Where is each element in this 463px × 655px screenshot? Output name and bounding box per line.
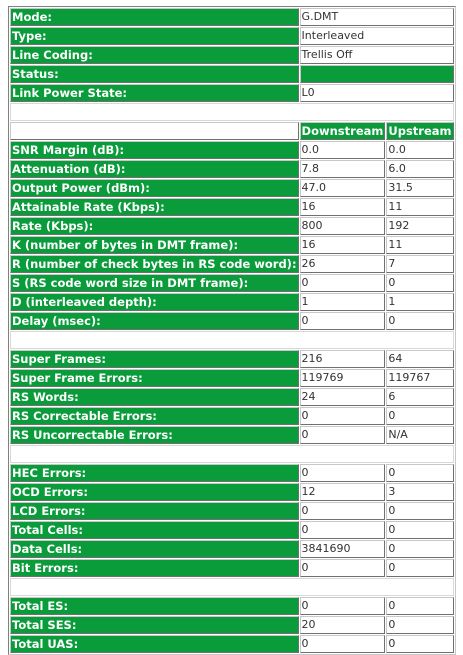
info-row-status [10,65,454,83]
spacer-row [10,578,454,596]
stat-upstream-value: 3 [386,483,453,501]
stat-row [10,255,454,273]
stat-downstream-value: 0 [300,597,386,615]
stat-row [10,407,454,425]
spacer-cell [10,578,454,596]
stat-row [10,179,454,197]
stat-upstream-value: 0 [386,312,453,330]
stat-label: Data Cells: [10,540,299,558]
info-row-link-power-state [10,84,454,102]
stat-row [10,141,454,159]
stat-upstream-value: 1 [386,293,453,311]
stat-label: SNR Margin (dB): [10,141,299,159]
stat-upstream-value: 0 [386,502,453,520]
stat-label: Super Frames: [10,350,299,368]
stat-downstream-value: 12 [300,483,386,501]
stat-downstream-value: 24 [300,388,386,406]
stat-upstream-value: 0 [386,407,453,425]
stat-upstream-value: 11 [386,198,453,216]
stat-downstream-value: 3841690 [300,540,386,558]
spacer-cell [10,445,454,463]
spacer-row [10,331,454,349]
stat-downstream-value: 16 [300,198,386,216]
stat-downstream-value: 0 [300,635,386,653]
stat-row [10,350,454,368]
stat-label: Total Cells: [10,521,299,539]
stat-label: RS Uncorrectable Errors: [10,426,299,444]
stat-upstream-value: 64 [386,350,453,368]
stat-upstream-value: 11 [386,236,453,254]
stat-label: RS Correctable Errors: [10,407,299,425]
stat-downstream-value: 26 [300,255,386,273]
stat-row [10,483,454,501]
stat-row [10,274,454,292]
stat-label: Bit Errors: [10,559,299,577]
stat-upstream-value: 119767 [386,369,453,387]
stat-label: Output Power (dBm): [10,179,299,197]
stat-row [10,502,454,520]
stat-upstream-value: 0 [386,540,453,558]
info-label: Link Power State: [10,84,299,102]
info-value: L0 [300,84,454,102]
stat-label: Attenuation (dB): [10,160,299,178]
info-label: Line Coding: [10,46,299,64]
stat-upstream-value: 6 [386,388,453,406]
info-value: G.DMT [300,8,454,26]
stat-row [10,293,454,311]
column-header-row [10,122,454,140]
spacer-row [10,445,454,463]
stat-upstream-value: 31.5 [386,179,453,197]
stat-label: Attainable Rate (Kbps): [10,198,299,216]
info-label: Status: [10,65,299,83]
info-row-type [10,27,454,45]
stat-downstream-value: 800 [300,217,386,235]
stat-row [10,198,454,216]
spacer-cell [10,103,454,121]
stat-upstream-value: 192 [386,217,453,235]
spacer-cell [10,331,454,349]
stat-upstream-value: 6.0 [386,160,453,178]
stat-row [10,312,454,330]
stat-label: S (RS code word size in DMT frame): [10,274,299,292]
stat-row [10,521,454,539]
stat-row [10,369,454,387]
stat-downstream-value: 47.0 [300,179,386,197]
stat-upstream-value: N/A [386,426,453,444]
stat-downstream-value: 0 [300,464,386,482]
stat-downstream-value: 0 [300,559,386,577]
stat-row [10,160,454,178]
stat-label: Rate (Kbps): [10,217,299,235]
stat-label: OCD Errors: [10,483,299,501]
stat-row [10,426,454,444]
stat-upstream-value: 7 [386,255,453,273]
stat-label: K (number of bytes in DMT frame): [10,236,299,254]
stat-label: RS Words: [10,388,299,406]
stat-upstream-value: 0 [386,635,453,653]
stat-downstream-value: 0 [300,312,386,330]
stat-label: HEC Errors: [10,464,299,482]
stat-label: R (number of check bytes in RS code word): [12,257,297,271]
adsl-statistics-table [8,6,456,655]
info-label: Mode: [10,8,299,26]
stat-label: D (interleaved depth): [10,293,299,311]
stat-upstream-value: 0 [386,597,453,615]
stat-downstream-value: 16 [300,236,386,254]
stat-label: Total SES: [10,616,299,634]
stat-downstream-value: 0 [300,426,386,444]
stat-upstream-value: 0 [386,464,453,482]
stat-row [10,540,454,558]
stat-downstream-value: 0 [300,521,386,539]
column-header-downstream: Downstream [301,124,384,138]
stat-label: LCD Errors: [10,502,299,520]
stat-row [10,597,454,615]
stat-downstream-value: 0.0 [300,141,386,159]
stat-downstream-value: 1 [300,293,386,311]
stat-row [10,217,454,235]
adsl-statistics-body [10,8,454,653]
info-row-line-coding [10,46,454,64]
info-label: Type: [10,27,299,45]
stat-upstream-value: 0 [386,559,453,577]
stat-downstream-value: 216 [300,350,386,368]
stat-downstream-value: 0 [300,502,386,520]
stat-label: Total UAS: [10,635,299,653]
column-header-upstream: Upstream [388,124,452,138]
stat-downstream-value: 119769 [300,369,386,387]
stat-upstream-value: 0.0 [386,141,453,159]
stat-downstream-value: 0 [300,274,386,292]
stat-row [10,616,454,634]
stat-row [10,559,454,577]
stat-upstream-value: 0 [386,521,453,539]
spacer-row [10,103,454,121]
stat-upstream-value: 0 [386,616,453,634]
stat-label: Delay (msec): [10,312,299,330]
stat-row [10,236,454,254]
stat-label: Super Frame Errors: [10,369,299,387]
info-value [300,65,454,83]
info-row-mode [10,8,454,26]
info-value: Interleaved [300,27,454,45]
stat-upstream-value: 0 [386,274,453,292]
stat-label: Total ES: [10,597,299,615]
stat-row [10,635,454,653]
stat-downstream-value: 7.8 [300,160,386,178]
stat-downstream-value: 20 [300,616,386,634]
column-header-blank [10,122,299,140]
info-value: Trellis Off [300,46,454,64]
stat-row [10,464,454,482]
stat-row [10,388,454,406]
stat-downstream-value: 0 [300,407,386,425]
